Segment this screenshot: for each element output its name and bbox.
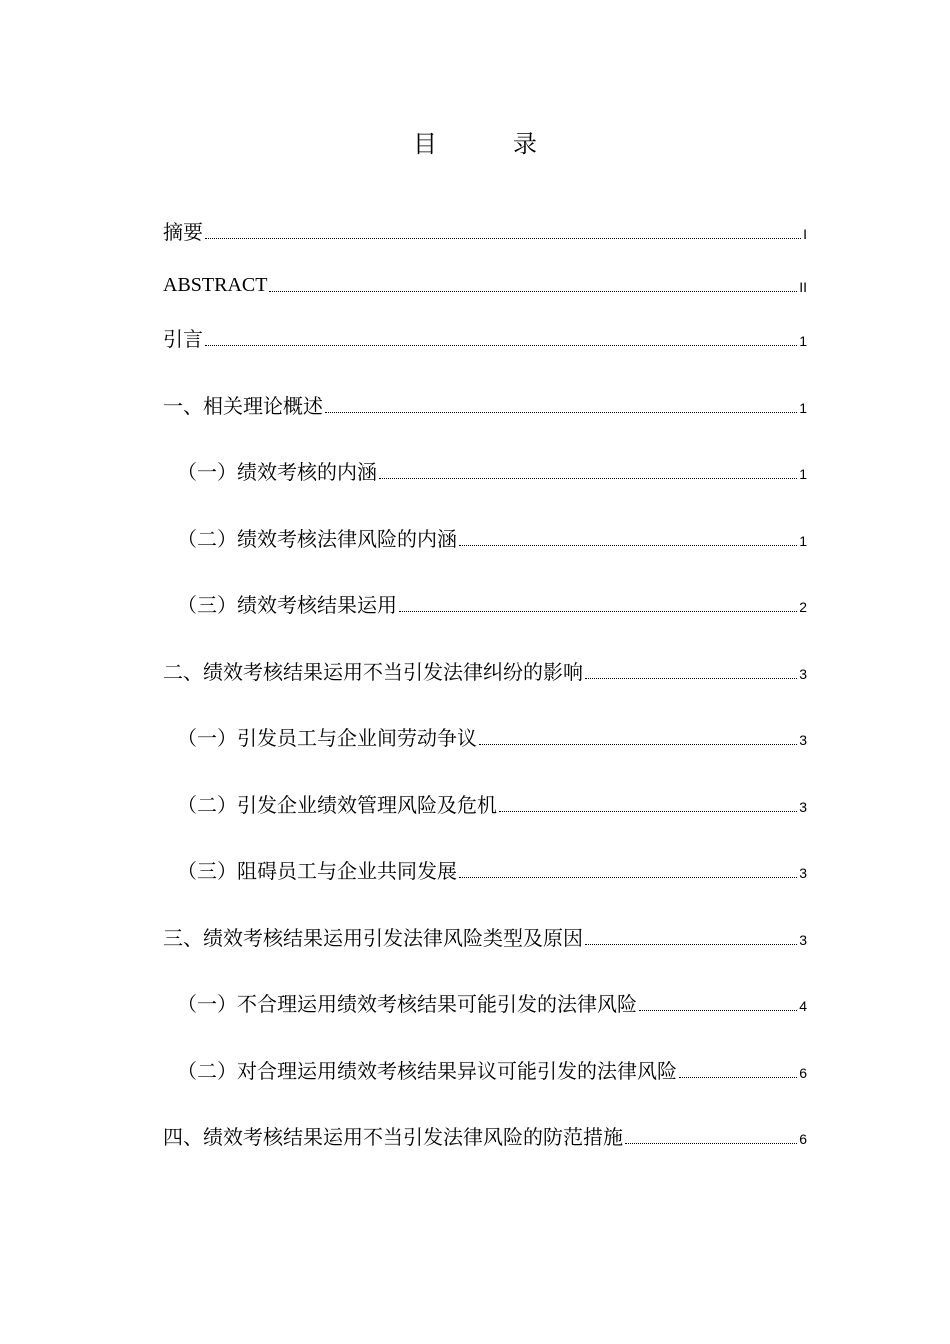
dot-leader xyxy=(585,677,797,679)
dot-leader xyxy=(639,1009,797,1011)
toc-entry-section-1-3[interactable] xyxy=(177,590,807,620)
toc-page-number: 1 xyxy=(799,466,807,482)
dot-leader xyxy=(379,477,797,479)
dot-leader xyxy=(459,876,797,878)
toc-entry-section-3-2[interactable] xyxy=(177,1056,807,1086)
toc-page-number: 3 xyxy=(799,666,807,682)
toc-entry-section-2-2[interactable] xyxy=(177,790,807,820)
dot-leader xyxy=(499,810,797,812)
toc-entry-label: 四、绩效考核结果运用不当引发法律风险的防范措施 xyxy=(163,1125,623,1149)
toc-page-number: 1 xyxy=(799,333,807,349)
dot-leader xyxy=(205,237,801,239)
toc-entry-introduction[interactable] xyxy=(163,324,807,354)
toc-page-number: II xyxy=(799,279,807,295)
toc-entry-label: （二）对合理运用绩效考核结果异议可能引发的法律风险 xyxy=(177,1059,677,1083)
toc-page-number: 3 xyxy=(799,932,807,948)
toc-entry-section-2-1[interactable] xyxy=(177,723,807,753)
toc-entry-label: 三、绩效考核结果运用引发法律风险类型及原因 xyxy=(163,926,583,950)
toc-entry-label: （一）不合理运用绩效考核结果可能引发的法律风险 xyxy=(177,992,637,1016)
toc-entry-label: 摘要 xyxy=(163,220,203,244)
toc-entry-label: 一、相关理论概述 xyxy=(163,394,323,418)
toc-entry-label: （二）绩效考核法律风险的内涵 xyxy=(177,527,457,551)
toc-entry-section-1-2[interactable] xyxy=(177,524,807,554)
toc-entry-section-3-1[interactable] xyxy=(177,989,807,1019)
toc-page-number: 6 xyxy=(799,1131,807,1147)
toc-page-number: 4 xyxy=(799,998,807,1014)
page-title: 目 录 xyxy=(413,130,563,158)
dot-leader xyxy=(585,943,797,945)
toc-entry-label: 引言 xyxy=(163,327,203,351)
toc-page-number: 3 xyxy=(799,732,807,748)
toc-entry-chapter-2[interactable] xyxy=(163,657,807,687)
toc-entry-section-1-1[interactable] xyxy=(177,457,807,487)
toc-page-number: 2 xyxy=(799,599,807,615)
toc-page-number: I xyxy=(803,226,807,242)
toc-page-number: 6 xyxy=(799,1065,807,1081)
toc-page-number: 1 xyxy=(799,533,807,549)
toc-entry-section-2-3[interactable] xyxy=(177,856,807,886)
dot-leader xyxy=(269,290,797,292)
dot-leader xyxy=(479,743,797,745)
dot-leader xyxy=(679,1076,797,1078)
toc-entry-label: （一）引发员工与企业间劳动争议 xyxy=(177,726,477,750)
toc-entry-label: （三）阻碍员工与企业共同发展 xyxy=(177,859,457,883)
toc-entry-abstract-zh[interactable] xyxy=(163,217,807,247)
toc-page-number: 3 xyxy=(799,799,807,815)
toc-entry-chapter-3[interactable] xyxy=(163,923,807,953)
toc-entry-label: （三）绩效考核结果运用 xyxy=(177,593,397,617)
dot-leader xyxy=(399,610,797,612)
dot-leader xyxy=(205,344,797,346)
toc-page-number: 3 xyxy=(799,865,807,881)
toc-entry-label: （一）绩效考核的内涵 xyxy=(177,460,377,484)
dot-leader xyxy=(625,1142,797,1144)
toc-entry-abstract-en[interactable] xyxy=(163,270,807,300)
toc-entry-label: （二）引发企业绩效管理风险及危机 xyxy=(177,793,497,817)
toc-entry-chapter-4[interactable] xyxy=(163,1122,807,1152)
toc-entry-label: ABSTRACT xyxy=(163,274,268,296)
dot-leader xyxy=(459,544,797,546)
toc-entry-label: 二、绩效考核结果运用不当引发法律纠纷的影响 xyxy=(163,660,583,684)
toc-page-number: 1 xyxy=(799,400,807,416)
toc-entry-chapter-1[interactable] xyxy=(163,391,807,421)
dot-leader xyxy=(325,411,797,413)
